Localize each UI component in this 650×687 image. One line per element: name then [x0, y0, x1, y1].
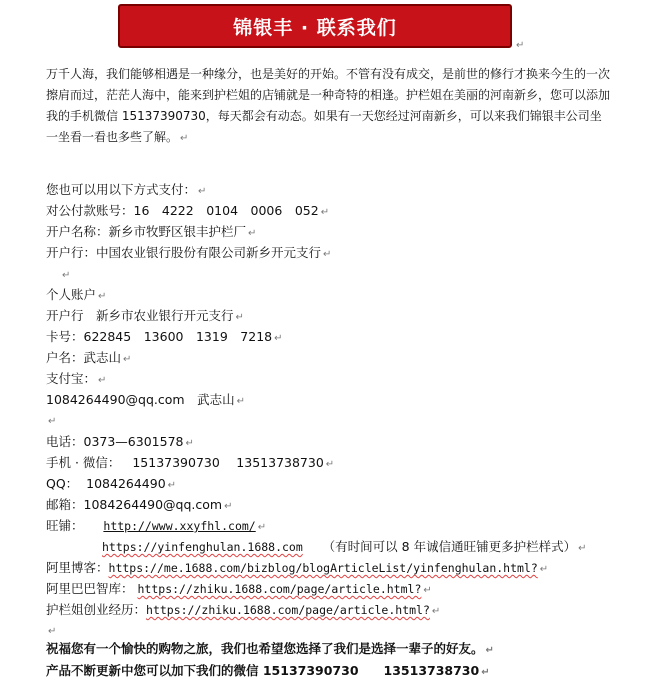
- alipay-value: 1084264490@qq.com 武志山 ↵: [46, 392, 245, 407]
- contact-blog: 阿里博客：https://me.1688.com/bizblog/blogArticleList/yinfenghulan.html? ↵: [46, 560, 549, 575]
- payment-heading: 您也可以用以下方式支付： ↵: [46, 182, 207, 197]
- contact-email: 邮箱：1084264490@qq.com ↵: [46, 497, 233, 512]
- closing-line-1: 祝福您有一个愉快的购物之旅，我们也希望您选择了我们是选择一辈子的好友。 ↵: [46, 641, 494, 656]
- contact-phone: 电话：0373—6301578 ↵: [46, 434, 194, 449]
- shop-link-1[interactable]: http://www.xxyfhl.com/: [103, 519, 256, 533]
- corporate-name: 开户名称：新乡市牧野区银丰护栏厂 ↵: [46, 224, 257, 239]
- alipay-label: 支付宝： ↵: [46, 371, 107, 386]
- personal-holder: 户名：武志山 ↵: [46, 350, 132, 365]
- paragraph-mark: ↵: [516, 40, 525, 51]
- personal-card: 卡号：622845 13600 1319 7218 ↵: [46, 329, 283, 344]
- empty-paragraph: ↵: [48, 416, 57, 427]
- shop-link-2[interactable]: https://yinfenghulan.1688.com: [102, 540, 303, 554]
- contact-qq: QQ： 1084264490 ↵: [46, 476, 177, 491]
- contact-mobile: 手机 · 微信： 15137390730 13513738730 ↵: [46, 455, 335, 470]
- banner-title: 锦银丰 · 联系我们: [233, 16, 397, 39]
- empty-paragraph: ↵: [48, 626, 57, 637]
- corporate-account: 对公付款账号：16 4222 0104 0006 052 ↵: [46, 203, 330, 218]
- intro-paragraph: 万千人海，我们能够相遇是一种缘分，也是美好的开始。不管有没有成交，是前世的修行才换来今生的一次擦肩而过，茫茫人海中，能来到护栏姐的店铺就是一种奇特的相逢。护栏姐在美丽的河南新乡，您可以添加我的手机微信 15137390730，每天都会有动态。如果有一天您经过河南新乡，可以来我们锦银丰公司坐一坐看一看也多些了解。 ↵: [46, 67, 611, 144]
- zhiku-link[interactable]: https://zhiku.1688.com/page/article.html?: [137, 582, 422, 596]
- empty-paragraph: ↵: [62, 270, 71, 281]
- closing-line-2: 产品不断更新中您可以加下我们的微信 15137390730 13513738730 ↵: [46, 663, 490, 678]
- blog-link[interactable]: https://me.1688.com/bizblog/blogArticleList/yinfenghulan.html?: [108, 561, 538, 575]
- personal-heading: 个人账户 ↵: [46, 287, 107, 302]
- page-banner: [118, 4, 512, 48]
- corporate-bank: 开户行：中国农业银行股份有限公司新乡开元支行 ↵: [46, 245, 332, 260]
- contact-shop: 旺铺： http://www.xxyfhl.com/ ↵: [46, 518, 267, 533]
- contact-shop-2: https://yinfenghulan.1688.com （有时间可以 8 年诚信通旺铺更多护栏样式） ↵: [102, 539, 587, 554]
- contact-zhiku: 阿里巴巴智库： https://zhiku.1688.com/page/article.html? ↵: [46, 581, 432, 596]
- contact-experience: 护栏姐创业经历：https://zhiku.1688.com/page/article.html? ↵: [46, 602, 441, 617]
- personal-bank: 开户行 新乡市农业银行开元支行 ↵: [46, 308, 244, 323]
- experience-link[interactable]: https://zhiku.1688.com/page/article.html?: [146, 603, 430, 617]
